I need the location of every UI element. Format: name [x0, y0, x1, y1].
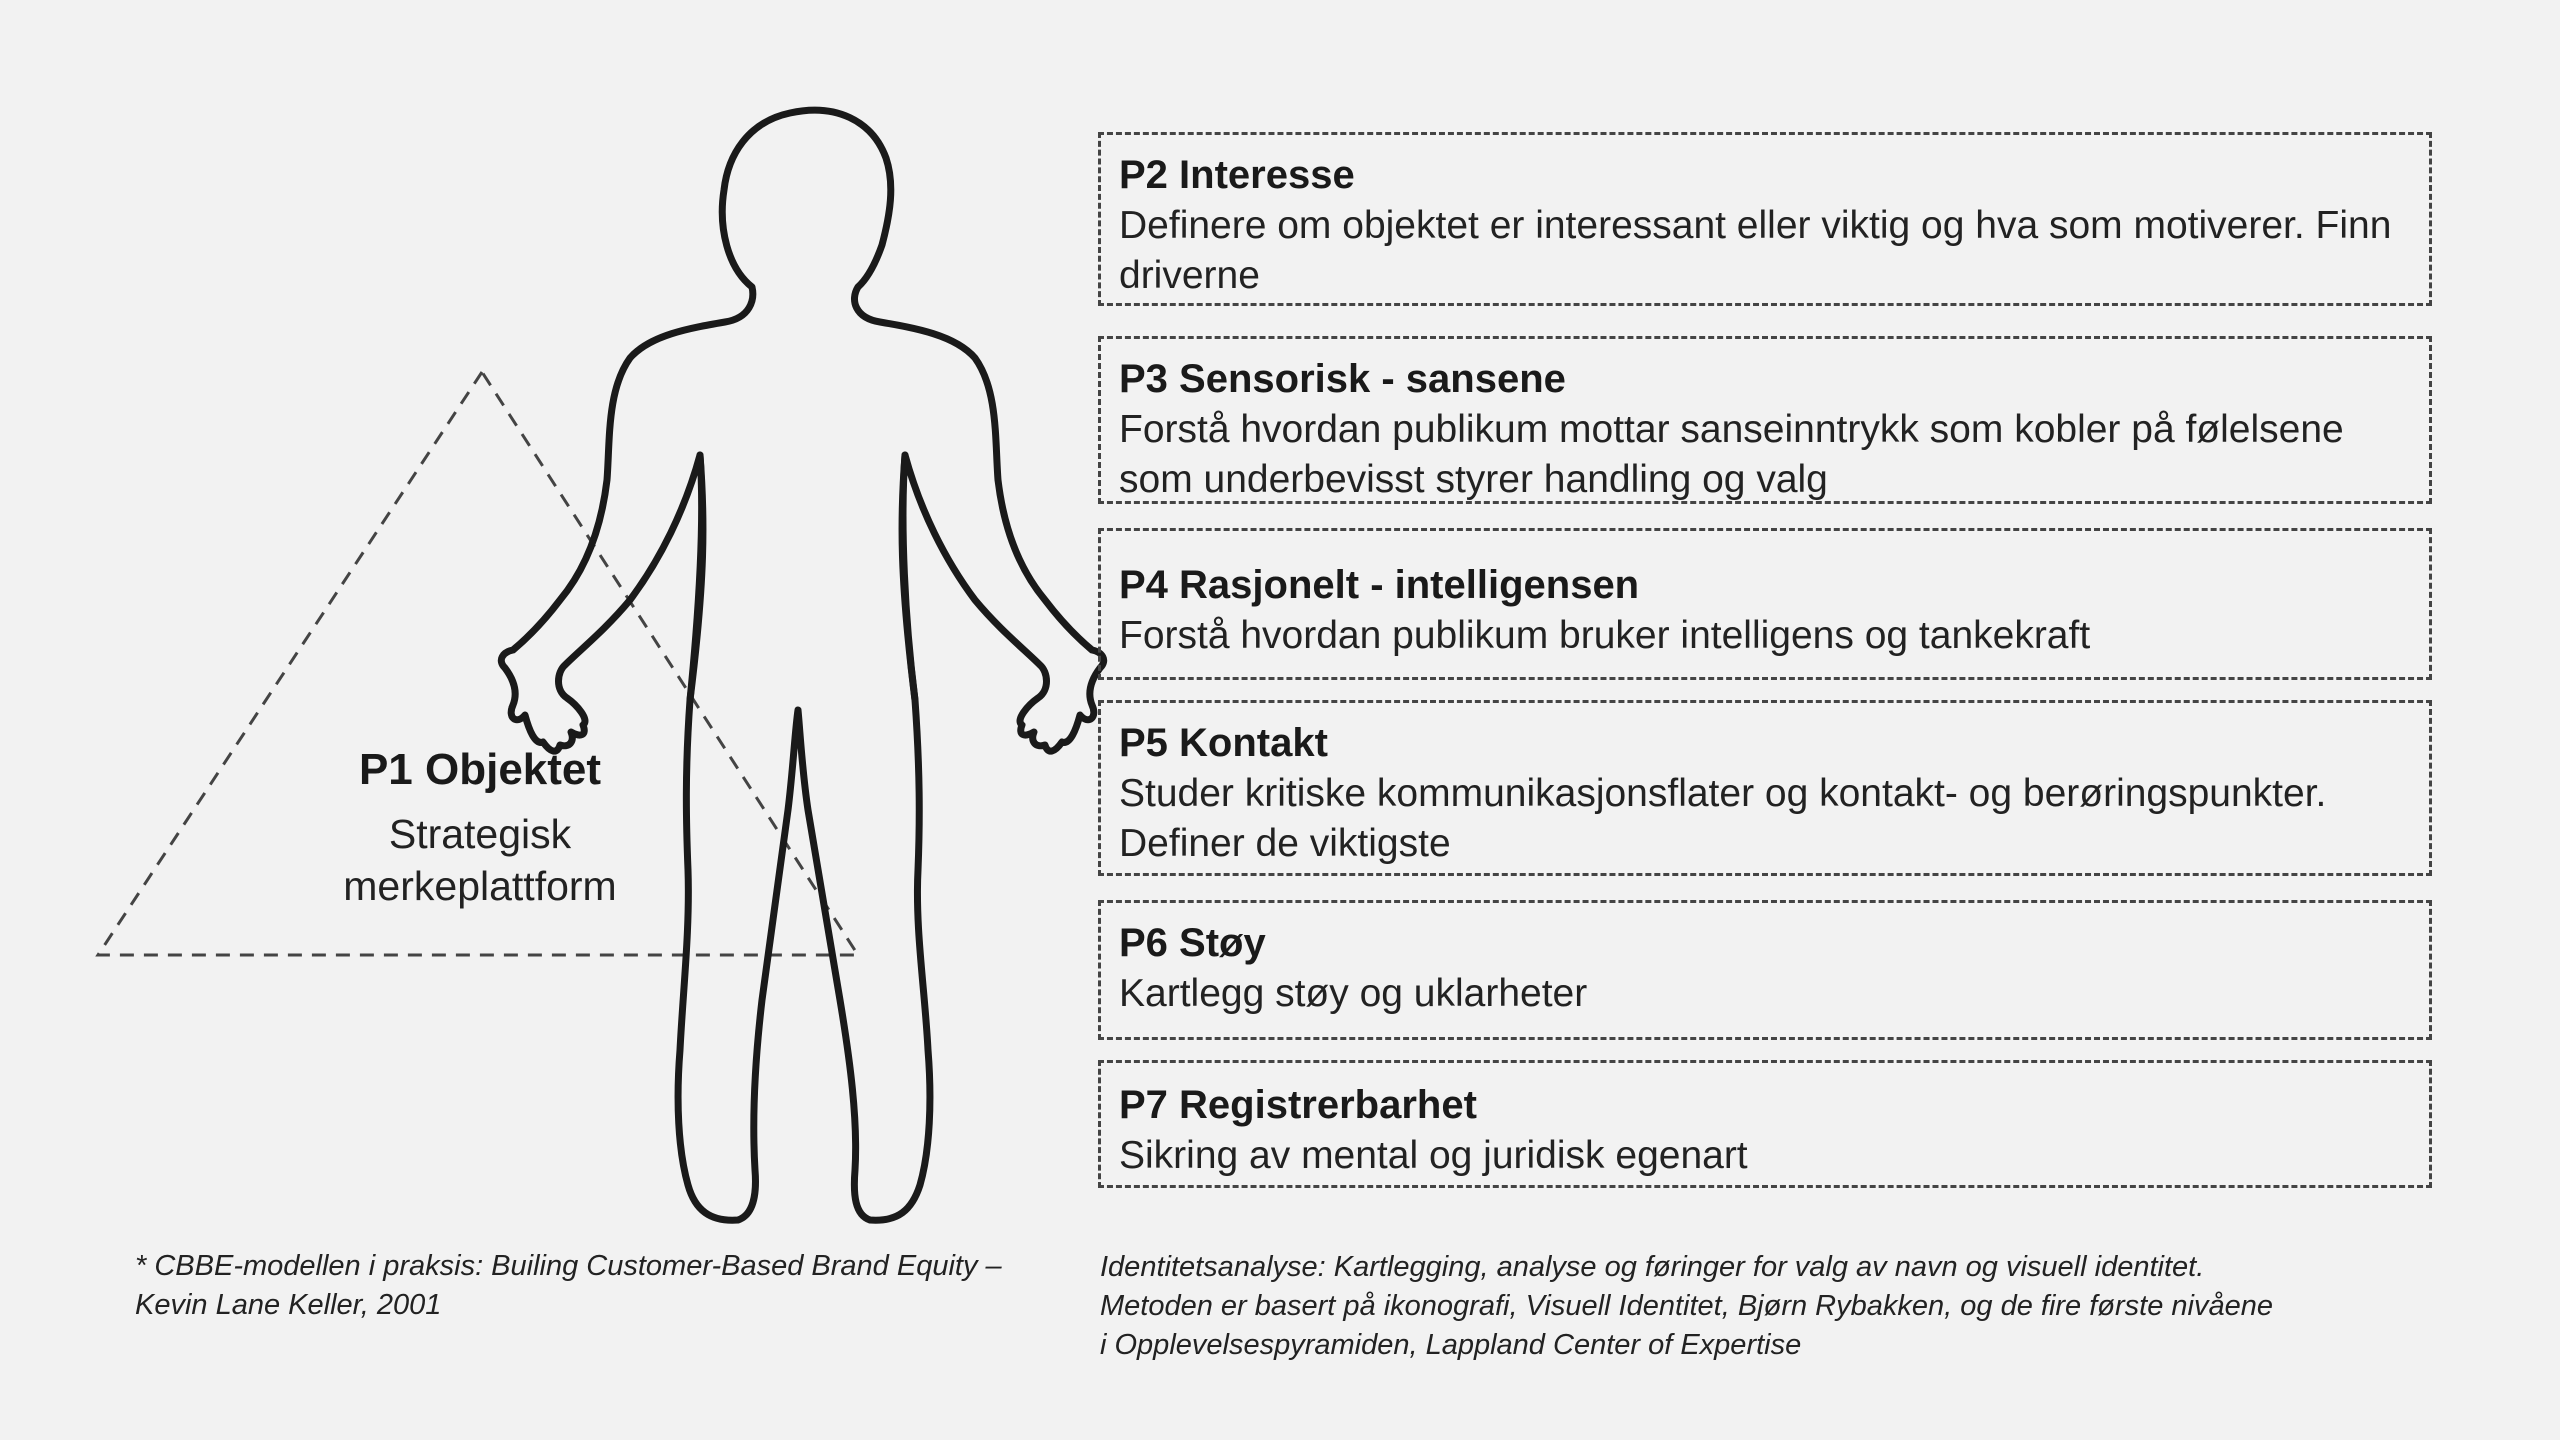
- footnote-cbbe: * CBBE-modellen i praksis: Builing Customer-Based Brand Equity – Kevin Lane Keller, 2001: [135, 1250, 1002, 1321]
- box-p2-title: P2 Interesse: [1119, 153, 1355, 197]
- box-p6-title: P6 Støy: [1119, 921, 1266, 965]
- box-p6-text: Kartlegg støy og uklarheter: [1119, 972, 1588, 1015]
- box-p7-title: P7 Registrerbarhet: [1119, 1083, 1477, 1127]
- box-p5-text: Studer kritiske kommunikasjonsflater og kontakt- og berøringspunkter. Definer de viktigste: [1119, 772, 2327, 865]
- box-p4-title: P4 Rasjonelt - intelligensen: [1119, 563, 1640, 607]
- box-p3-title: P3 Sensorisk - sansene: [1119, 357, 1566, 401]
- box-p4-text: Forstå hvordan publikum bruker intelligens og tankekraft: [1119, 614, 2091, 657]
- footnote-right-line-1: Identitetsanalyse: Kartlegging, analyse og føringer for valg av navn og visuell identitet.: [1100, 1251, 2205, 1283]
- p1-subtitle-line-2: merkeplattform: [343, 863, 617, 909]
- box-p6: [1098, 900, 2432, 1040]
- footnote-identitetsanalyse: [1100, 1248, 2500, 1365]
- box-p7-text: Sikring av mental og juridisk egenart: [1119, 1134, 1748, 1177]
- box-p5: [1098, 700, 2432, 876]
- box-p2: [1098, 132, 2432, 306]
- box-p2-text: Definere om objektet er interessant eller viktig og hva som motiverer. Finn driverne: [1119, 204, 2392, 297]
- box-p7: [1098, 1060, 2432, 1188]
- p1-subtitle: [300, 808, 660, 912]
- p1-subtitle-line-1: Strategisk: [388, 811, 572, 857]
- footnote-right-line-3: i Opplevelsespyramiden, Lappland Center of Expertise: [1100, 1329, 1802, 1361]
- p1-title: P1 Objektet: [358, 745, 602, 794]
- box-p3: [1098, 336, 2432, 504]
- human-figure-outline: [501, 110, 1103, 1220]
- footnote-right-line-2: Metoden er basert på ikonografi, Visuell Identitet, Bjørn Rybakken, og de fire første nivåene: [1100, 1290, 2273, 1322]
- box-p3-text: Forstå hvordan publikum mottar sanseinntrykk som kobler på følelsene som underbevisst styrer handling og valg: [1119, 408, 2344, 501]
- box-p4: [1098, 528, 2432, 680]
- box-p5-title: P5 Kontakt: [1119, 721, 1328, 765]
- p1-label-block: [300, 740, 660, 912]
